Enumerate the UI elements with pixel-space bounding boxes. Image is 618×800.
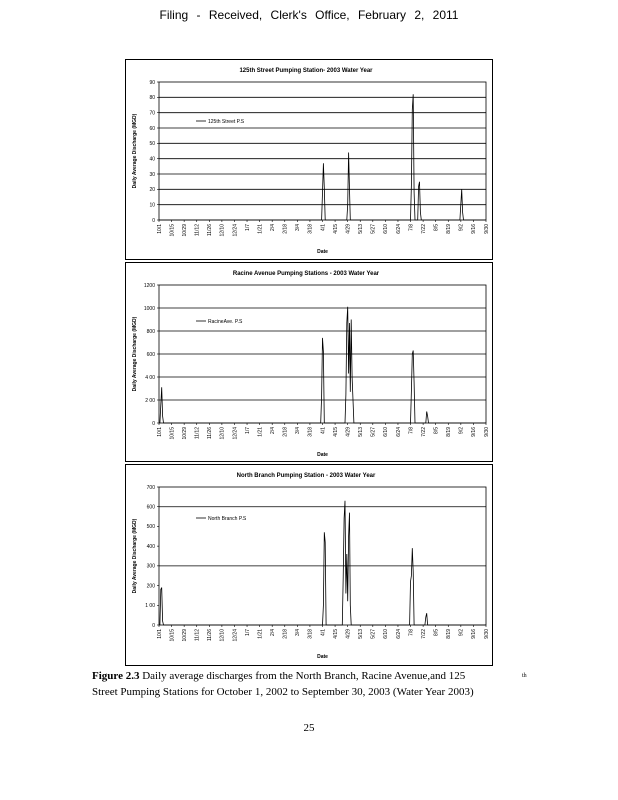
filing-header: Filing - Received, Clerk's Office, February 2, 2011 xyxy=(159,8,459,22)
y-tick-label: 80 xyxy=(149,95,155,102)
x-tick-label: 9/30 xyxy=(483,629,490,639)
y-tick-label: 2 00 xyxy=(145,397,155,404)
x-tick-label: 3/4 xyxy=(295,224,302,231)
x-tick-label: 11/12 xyxy=(194,629,201,642)
chart-title: Racine Avenue Pumping Stations - 2003 Water Year xyxy=(232,271,380,277)
y-tick-label: 30 xyxy=(149,171,155,178)
y-tick-label: 1 00 xyxy=(145,603,155,610)
x-tick-label: 9/2 xyxy=(458,224,465,231)
y-tick-label: 70 xyxy=(149,110,155,117)
caption-text: Daily average discharges from the North Branch, Racine Avenue,and 125 xyxy=(139,670,466,682)
y-tick-label: 600 xyxy=(146,504,155,511)
y-tick-label: 90 xyxy=(149,79,155,86)
legend-label: RacineAve. P.S xyxy=(208,318,243,325)
x-tick-label: 7/22 xyxy=(420,427,427,437)
chart-title: North Branch Pumping Station - 2003 Water Year xyxy=(236,473,376,479)
x-tick-label: 3/4 xyxy=(295,629,302,636)
x-tick-label: 10/1 xyxy=(156,629,163,639)
y-tick-label: 0 xyxy=(152,420,155,427)
chart-title: 125th Street Pumping Station- 2003 Water Year xyxy=(239,68,373,74)
page-number: 25 xyxy=(303,722,315,734)
series-line xyxy=(159,94,486,220)
x-tick-label: 9/16 xyxy=(471,629,478,639)
x-tick-label: 1/21 xyxy=(257,629,264,639)
x-tick-label: 1/21 xyxy=(257,427,264,437)
y-tick-label: 0 xyxy=(152,622,155,629)
x-tick-label: 2/4 xyxy=(269,427,276,434)
x-tick-label: 8/19 xyxy=(446,427,453,437)
x-axis-label: Date xyxy=(317,249,328,255)
x-tick-label: 9/30 xyxy=(483,224,490,234)
y-tick-label: 200 xyxy=(146,583,155,590)
x-tick-label: 11/12 xyxy=(194,224,201,237)
x-tick-label: 1/7 xyxy=(244,629,251,636)
x-tick-label: 4/29 xyxy=(345,427,352,437)
x-tick-label: 9/2 xyxy=(458,427,465,434)
y-tick-label: 50 xyxy=(149,141,155,148)
x-tick-label: 6/10 xyxy=(383,427,390,437)
x-tick-label: 6/24 xyxy=(395,224,402,234)
x-tick-label: 10/29 xyxy=(181,427,188,440)
x-tick-label: 10/1 xyxy=(156,224,163,234)
y-axis-label: Daily Average Discharge (MGD) xyxy=(132,316,138,392)
y-tick-label: 700 xyxy=(146,484,155,491)
x-tick-label: 1/7 xyxy=(244,224,251,231)
x-tick-label: 10/15 xyxy=(169,224,176,237)
x-tick-label: 4/15 xyxy=(332,427,339,437)
x-tick-label: 11/26 xyxy=(207,629,214,642)
y-tick-label: 40 xyxy=(149,156,155,163)
x-tick-label: 2/18 xyxy=(282,224,289,234)
y-tick-label: 300 xyxy=(146,563,155,570)
x-tick-label: 4/1 xyxy=(320,224,327,231)
x-tick-label: 7/8 xyxy=(408,224,415,231)
x-tick-label: 10/29 xyxy=(181,224,188,237)
x-tick-label: 4/29 xyxy=(345,629,352,639)
x-tick-label: 10/15 xyxy=(169,629,176,642)
y-tick-label: 1000 xyxy=(143,305,155,312)
y-tick-label: 600 xyxy=(146,351,155,358)
x-tick-label: 12/24 xyxy=(232,427,239,440)
x-tick-label: 4/15 xyxy=(332,629,339,639)
x-tick-label: 12/10 xyxy=(219,427,226,440)
x-tick-label: 5/13 xyxy=(358,427,365,437)
x-tick-label: 5/13 xyxy=(358,629,365,639)
x-tick-label: 3/18 xyxy=(307,629,314,639)
x-tick-label: 12/24 xyxy=(232,629,239,642)
x-tick-label: 9/30 xyxy=(483,427,490,437)
x-tick-label: 12/24 xyxy=(232,224,239,237)
x-tick-label: 8/19 xyxy=(446,224,453,234)
x-tick-label: 2/18 xyxy=(282,427,289,437)
x-tick-label: 6/10 xyxy=(383,629,390,639)
y-tick-label: 800 xyxy=(146,328,155,335)
chart-racine-avenue-svg xyxy=(126,263,492,461)
x-tick-label: 9/16 xyxy=(471,427,478,437)
y-tick-label: 10 xyxy=(149,202,155,209)
caption-line2: Street Pumping Stations for October 1, 2002 to September 30, 2003 (Water Year 2003) xyxy=(92,686,474,698)
x-tick-label: 2/18 xyxy=(282,629,289,639)
y-tick-label: 4 00 xyxy=(145,374,155,381)
y-tick-label: 1200 xyxy=(143,282,155,289)
x-tick-label: 2/4 xyxy=(269,629,276,636)
x-tick-label: 5/27 xyxy=(370,629,377,639)
x-tick-label: 6/24 xyxy=(395,629,402,639)
y-axis-label: Daily Average Discharge (MGD) xyxy=(132,113,138,189)
y-tick-label: 0 xyxy=(152,217,155,224)
x-tick-label: 4/1 xyxy=(320,427,327,434)
x-tick-label: 8/5 xyxy=(433,629,440,636)
y-tick-label: 60 xyxy=(149,125,155,132)
x-tick-label: 10/15 xyxy=(169,427,176,440)
x-tick-label: 7/8 xyxy=(408,629,415,636)
y-axis-label: Daily Average Discharge (MGD) xyxy=(132,518,138,594)
y-tick-label: 500 xyxy=(146,524,155,531)
x-tick-label: 3/4 xyxy=(295,427,302,434)
caption-superscript: th xyxy=(522,673,527,679)
y-tick-label: 20 xyxy=(149,187,155,194)
plot-area xyxy=(159,487,486,625)
x-tick-label: 4/29 xyxy=(345,224,352,234)
x-tick-label: 5/27 xyxy=(370,224,377,234)
x-tick-label: 7/8 xyxy=(408,427,415,434)
x-tick-label: 11/26 xyxy=(207,427,214,440)
chart-north-branch-svg xyxy=(126,465,492,665)
x-tick-label: 9/2 xyxy=(458,629,465,636)
x-tick-label: 6/10 xyxy=(383,224,390,234)
caption-label: Figure 2.3 xyxy=(92,670,140,682)
x-tick-label: 8/5 xyxy=(433,427,440,434)
x-tick-label: 3/18 xyxy=(307,427,314,437)
x-tick-label: 9/16 xyxy=(471,224,478,234)
x-tick-label: 8/5 xyxy=(433,224,440,231)
x-tick-label: 5/27 xyxy=(370,427,377,437)
x-tick-label: 12/10 xyxy=(219,224,226,237)
legend-label: North Branch P.S xyxy=(208,515,247,522)
x-axis-label: Date xyxy=(317,452,328,458)
figure-caption xyxy=(92,668,527,700)
x-tick-label: 5/13 xyxy=(358,224,365,234)
x-tick-label: 7/22 xyxy=(420,629,427,639)
x-axis-label: Date xyxy=(317,654,328,660)
x-tick-label: 11/12 xyxy=(194,427,201,440)
x-tick-label: 12/10 xyxy=(219,629,226,642)
y-tick-label: 400 xyxy=(146,543,155,550)
x-tick-label: 1/21 xyxy=(257,224,264,234)
x-tick-label: 7/22 xyxy=(420,224,427,234)
x-tick-label: 2/4 xyxy=(269,224,276,231)
chart-125th-street-svg xyxy=(126,60,492,259)
x-tick-label: 6/24 xyxy=(395,427,402,437)
chart-north-branch xyxy=(125,464,493,666)
x-tick-label: 3/18 xyxy=(307,224,314,234)
x-tick-label: 4/1 xyxy=(320,629,327,636)
chart-125th-street xyxy=(125,59,493,260)
x-tick-label: 10/1 xyxy=(156,427,163,437)
x-tick-label: 11/26 xyxy=(207,224,214,237)
x-tick-label: 8/19 xyxy=(446,629,453,639)
x-tick-label: 10/29 xyxy=(181,629,188,642)
x-tick-label: 1/7 xyxy=(244,427,251,434)
legend-label: 125th Street P.S xyxy=(208,118,245,125)
chart-racine-avenue xyxy=(125,262,493,462)
x-tick-label: 4/15 xyxy=(332,224,339,234)
